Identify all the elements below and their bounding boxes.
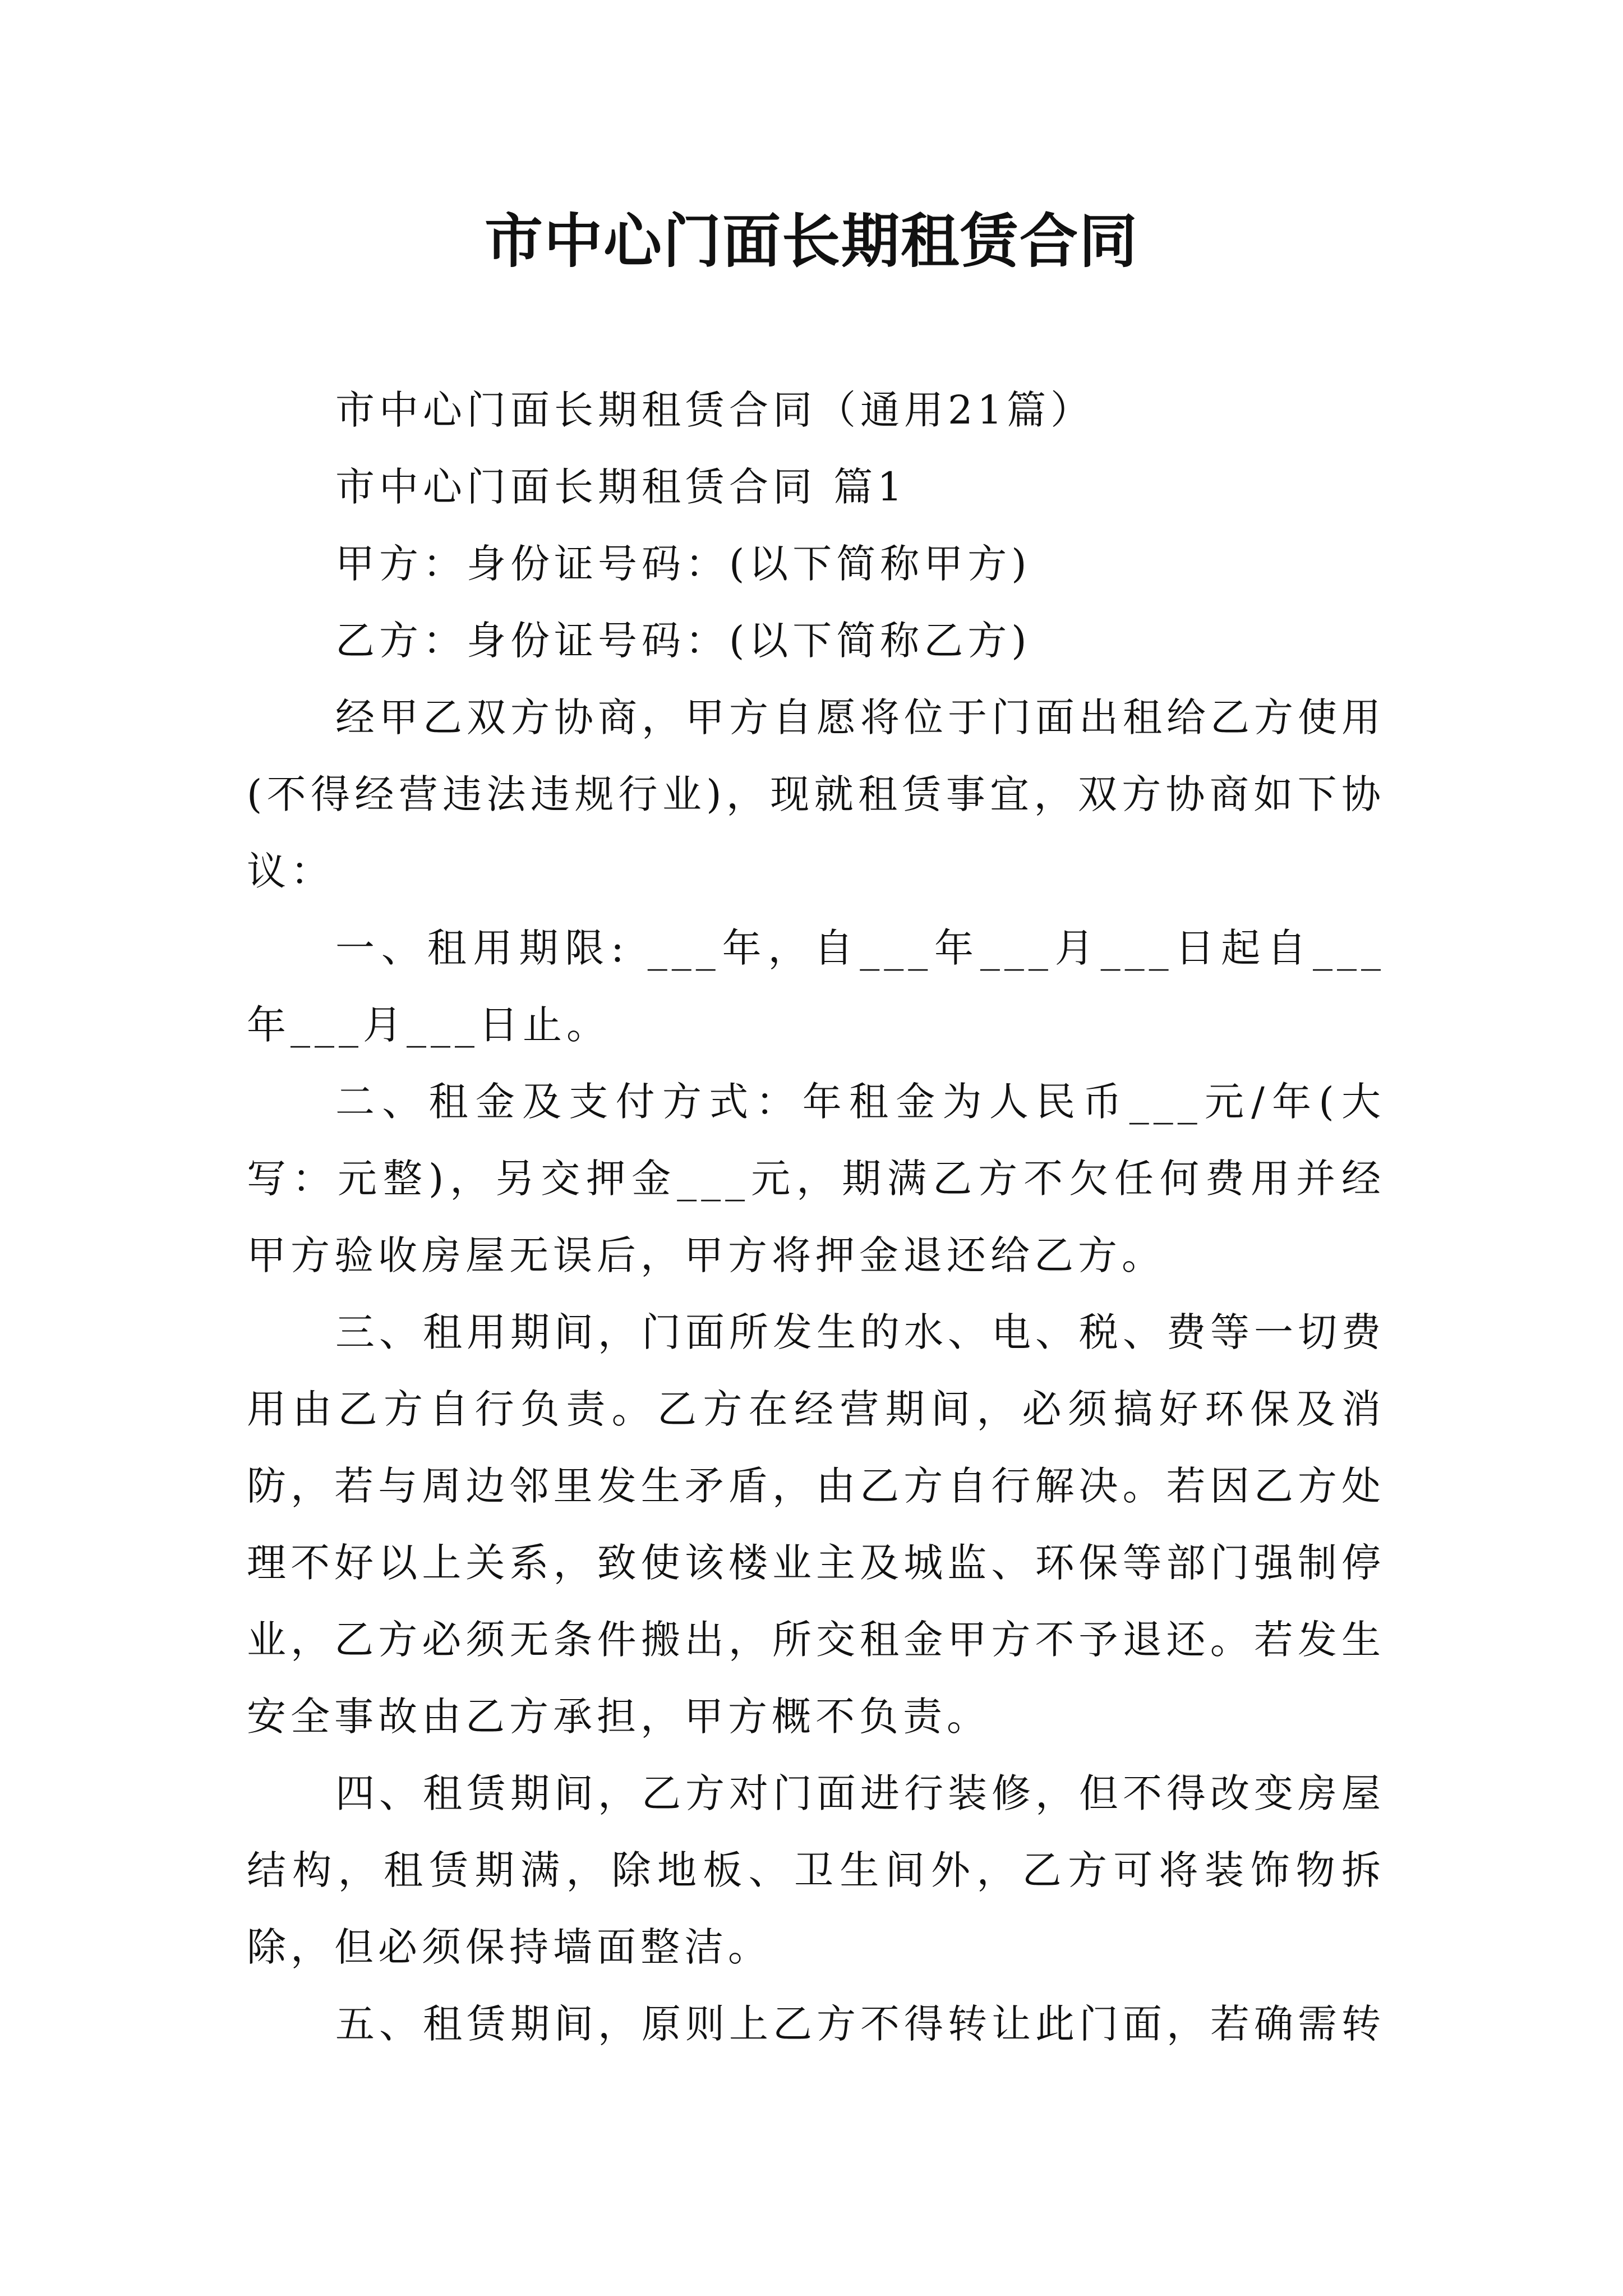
party-b-line: 乙方：身份证号码：(以下简称乙方) bbox=[335, 618, 1031, 664]
clause-5-paragraph: 五、租赁期间，原则上乙方不得转让此门面，若确需转 bbox=[335, 2001, 1385, 2047]
subtitle-paragraph: 市中心门面长期租赁合同（通用21篇） bbox=[335, 387, 1095, 433]
clause-2-paragraph: 二、租金及支付方式：年租金为人民币___元/年(大写：元整)，另交押金___元，期满乙方不欠任何费用并经甲方验收房屋无误后，甲方将押金退还给乙方。 bbox=[247, 1079, 1385, 1278]
document-body bbox=[247, 372, 1385, 2063]
clause-1-paragraph: 一、租用期限: ___年，自___年___月___日起自___年___月___日止。 bbox=[247, 925, 1385, 1048]
clause-3-paragraph: 三、租用期间，门面所发生的水、电、税、费等一切费用由乙方自行负责。乙方在经营期间，必须搞好环保及消防，若与周边邻里发生矛盾，由乙方自行解决。若因乙方处理不好以上关系，致使该楼业主及城监、环保等部门强制停业，乙方必须无条件搬出，所交租金甲方不予退还。若发生安全事故由乙方承担，甲方概不负责。 bbox=[247, 1309, 1385, 1740]
intro-paragraph: 经甲乙双方协商，甲方自愿将位于门面出租给乙方使用(不得经营违法违规行业)，现就租赁事宜，双方协商如下协议： bbox=[247, 694, 1385, 894]
party-a-line: 甲方：身份证号码：(以下简称甲方) bbox=[335, 541, 1031, 587]
section-heading: 市中心门面长期租赁合同 篇1 bbox=[335, 464, 907, 510]
clause-4-paragraph: 四、租赁期间，乙方对门面进行装修，但不得改变房屋结构，租赁期满，除地板、卫生间外，乙方可将装饰物拆除，但必须保持墙面整洁。 bbox=[247, 1770, 1385, 1970]
document-title: 市中心门面长期租赁合同 bbox=[484, 206, 1138, 275]
